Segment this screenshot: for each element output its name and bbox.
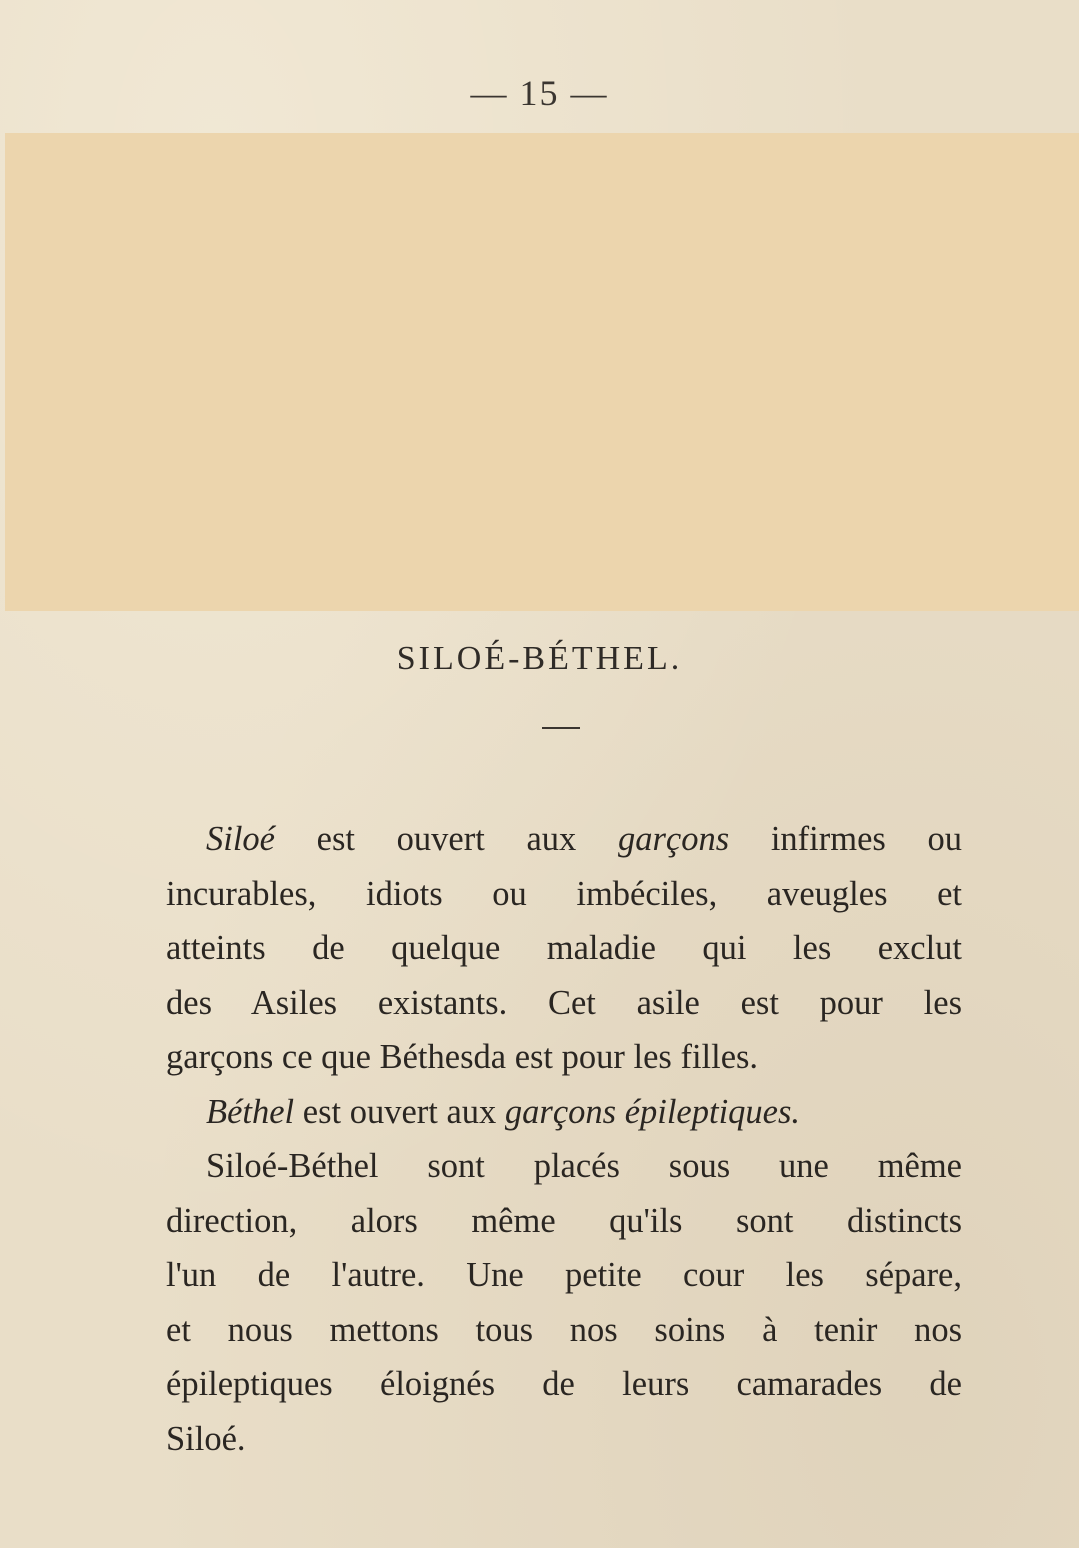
text-segment: est ouvert aux (294, 1092, 505, 1131)
text-segment: incurables, idiots ou imbéciles, aveugles et (166, 874, 962, 913)
text-segment: et nous mettons tous nos soins à tenir nos (166, 1310, 962, 1349)
italic-text: garçons épileptiques. (504, 1092, 801, 1131)
text-line (166, 1194, 962, 1249)
text-line (166, 976, 962, 1031)
page-number: — 15 — (470, 73, 609, 113)
text-line (166, 1139, 962, 1194)
text-line (166, 1412, 962, 1467)
text-segment: infirmes ou (729, 820, 962, 858)
text-segment: Siloé-Béthel sont placés sous une même (206, 1147, 962, 1185)
redacted-region (5, 133, 1079, 611)
text-line (166, 1357, 962, 1412)
paragraph (166, 812, 962, 1085)
italic-text: Béthel (206, 1092, 295, 1131)
text-line (166, 921, 962, 976)
text-line (166, 1248, 962, 1303)
text-line (166, 1085, 962, 1140)
text-line (166, 867, 962, 922)
body-text (166, 812, 962, 1466)
text-line (166, 1303, 962, 1358)
italic-text: garçons (617, 820, 730, 858)
italic-text: Siloé (206, 820, 275, 858)
text-segment: des Asiles existants. Cet asile est pour les (166, 983, 962, 1022)
paragraph (166, 1085, 962, 1140)
text-line (166, 1030, 962, 1085)
text-segment: épileptiques éloignés de leurs camarades de (166, 1365, 962, 1403)
text-segment: l'un de l'autre. Une petite cour les sépare, (166, 1256, 962, 1294)
heading-divider (542, 727, 580, 729)
paragraph (166, 1139, 962, 1466)
text-segment: direction, alors même qu'ils sont distincts (166, 1201, 962, 1240)
text-segment: Siloé. (166, 1419, 246, 1458)
text-segment: atteints de quelque maladie qui les exclut (166, 929, 962, 967)
text-line (166, 812, 962, 867)
text-segment: garçons ce que Béthesda est pour les filles. (166, 1038, 759, 1076)
section-heading: SILOÉ-BÉTHEL. (396, 640, 683, 677)
text-segment: est ouvert aux (274, 820, 618, 858)
